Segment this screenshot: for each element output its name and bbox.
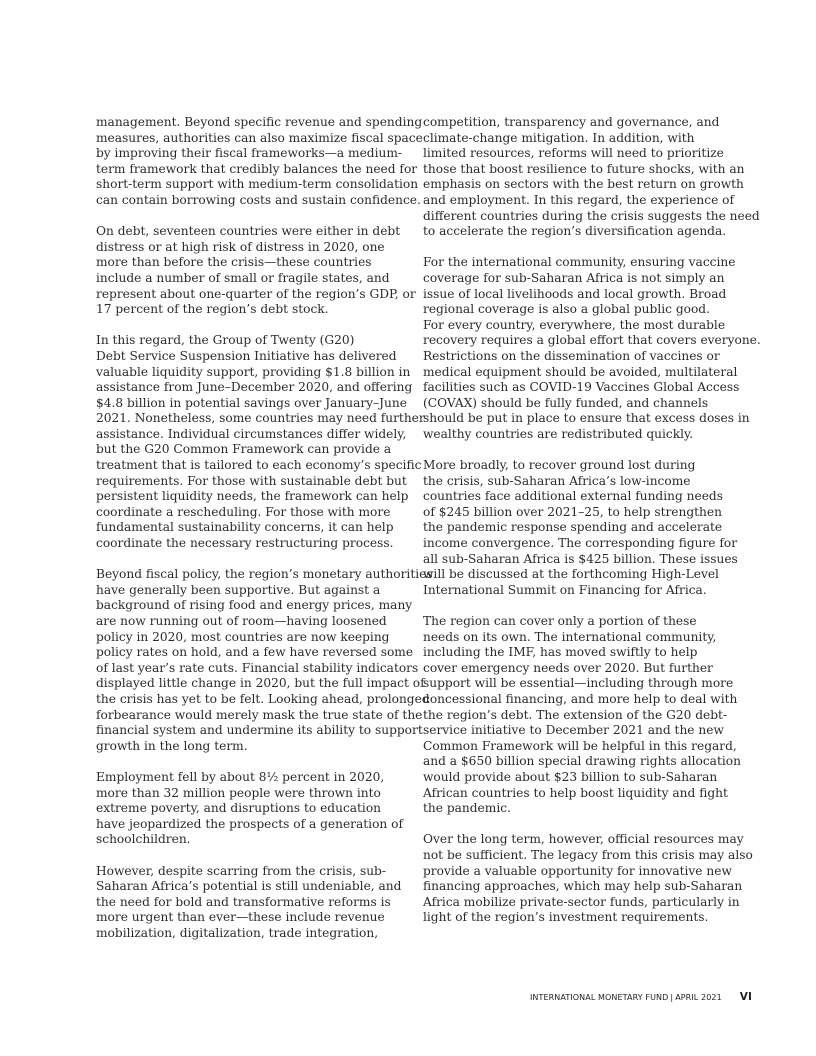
- text-line: $4.8 billion in potential savings over January–June: [96, 395, 407, 410]
- left-column: [96, 115, 433, 957]
- paragraph: [423, 255, 761, 442]
- text-line: financial system and undermine its ability to support: [96, 723, 423, 738]
- text-line: more than before the crisis—these countries: [96, 255, 372, 270]
- text-line: including the IMF, has moved swiftly to help: [423, 645, 698, 660]
- text-line: emphasis on sectors with the best return on growth: [423, 177, 744, 192]
- text-line: coverage for sub-Saharan Africa is not simply an: [423, 270, 725, 285]
- text-line: needs on its own. The international community,: [423, 629, 717, 644]
- paragraph: [96, 224, 416, 318]
- text-line: recovery requires a global effort that covers everyone.: [423, 333, 761, 348]
- text-line: For the international community, ensuring vaccine: [423, 255, 736, 270]
- text-line: countries face additional external funding needs: [423, 489, 723, 504]
- text-line: light of the region’s investment requirements.: [423, 910, 709, 925]
- page-number: VI: [739, 991, 752, 1003]
- text-line: persistent liquidity needs, the framework can help: [96, 489, 409, 504]
- text-line: However, despite scarring from the crisis, sub-: [96, 863, 386, 878]
- text-line: International Summit on Financing for Africa.: [423, 582, 707, 597]
- footer-date: APRIL 2021: [675, 993, 722, 1002]
- text-line: of $245 billion over 2021–25, to help strengthen: [423, 504, 722, 519]
- paragraph: [423, 115, 760, 240]
- text-line: are now running out of room—having loosened: [96, 614, 387, 628]
- text-line: issue of local livelihoods and local growth. Broad: [423, 286, 727, 301]
- text-line: (COVAX) should be fully funded, and channels: [423, 395, 709, 410]
- text-line: represent about one-quarter of the region’s GDP, or: [96, 286, 416, 301]
- text-line: of last year’s rate cuts. Financial stability indicators: [96, 660, 419, 675]
- text-line: limited resources, reforms will need to prioritize: [423, 146, 724, 161]
- text-line: valuable liquidity support, providing $1.8 billion in: [96, 364, 411, 379]
- text-line: Restrictions on the dissemination of vaccines or: [423, 348, 720, 363]
- footer-separator: |: [670, 993, 674, 1002]
- text-line: Common Framework will be helpful in this regard,: [423, 738, 737, 753]
- text-line: support will be essential—including through more: [423, 676, 734, 691]
- text-line: coordinate a rescheduling. For those with more: [96, 504, 391, 519]
- text-line: displayed little change in 2020, but the full impact of: [96, 676, 425, 691]
- paragraph: [96, 863, 402, 942]
- paragraph: [96, 333, 425, 551]
- text-line: have generally been supportive. But against a: [96, 582, 381, 597]
- text-line: Saharan Africa’s potential is still undeniable, and: [96, 879, 402, 894]
- paragraph: [423, 614, 741, 817]
- page-footer: [530, 991, 752, 1003]
- paragraph: [96, 115, 423, 209]
- text-line: more than 32 million people were thrown into: [96, 785, 381, 800]
- text-line: include a number of small or fragile states, and: [96, 270, 390, 285]
- text-line: 17 percent of the region’s debt stock.: [96, 302, 329, 317]
- text-line: medical equipment should be avoided, multilateral: [423, 364, 738, 379]
- text-line: The region can cover only a portion of these: [423, 614, 697, 628]
- text-line: the crisis has yet to be felt. Looking ahead, prolonged: [96, 691, 430, 706]
- text-line: financing approaches, which may help sub-Saharan: [423, 879, 743, 894]
- text-line: the pandemic.: [423, 801, 511, 816]
- text-line: African countries to help boost liquidity and fight: [423, 785, 728, 800]
- text-line: would provide about $23 billion to sub-Saharan: [423, 769, 718, 784]
- text-line: to accelerate the region’s diversification agenda.: [423, 224, 727, 239]
- text-line: all sub-Saharan Africa is $425 billion. These issues: [423, 551, 738, 566]
- text-line: For every country, everywhere, the most durable: [423, 317, 726, 332]
- text-line: regional coverage is also a global public good.: [423, 302, 710, 317]
- text-line: will be discussed at the forthcoming High-Level: [423, 567, 719, 582]
- text-line: different countries during the crisis suggests the need: [423, 208, 760, 223]
- paragraph: [423, 458, 738, 598]
- text-line: not be sufficient. The legacy from this crisis may also: [423, 847, 753, 862]
- text-line: by improving their fiscal frameworks—a medium-: [96, 146, 403, 161]
- text-line: assistance. Individual circumstances differ widely,: [96, 426, 407, 441]
- text-line: mobilization, digitalization, trade integration,: [96, 925, 379, 940]
- right-column: [423, 115, 761, 941]
- text-line: management. Beyond specific revenue and spending: [96, 115, 423, 129]
- text-line: can contain borrowing costs and sustain confidence.: [96, 192, 421, 207]
- text-line: background of rising food and energy prices, many: [96, 598, 413, 613]
- text-line: In this regard, the Group of Twenty (G20): [96, 333, 355, 348]
- text-line: short-term support with medium-term consolidation: [96, 177, 419, 192]
- text-line: the pandemic response spending and accelerate: [423, 520, 723, 535]
- text-line: Africa mobilize private-sector funds, particularly in: [423, 894, 740, 909]
- text-line: service initiative to December 2021 and the new: [423, 723, 724, 738]
- text-line: 2021. Nonetheless, some countries may need further: [96, 411, 425, 426]
- text-line: extreme poverty, and disruptions to education: [96, 801, 382, 816]
- text-line: growth in the long term.: [96, 738, 248, 753]
- text-line: On debt, seventeen countries were either in debt: [96, 224, 401, 239]
- footer-publisher: INTERNATIONAL MONETARY FUND: [529, 993, 669, 1002]
- text-line: climate-change mitigation. In addition, with: [423, 130, 695, 145]
- text-line: schoolchildren.: [96, 832, 191, 847]
- text-line: and a $650 billion special drawing rights allocation: [423, 754, 741, 769]
- text-line: Over the long term, however, official resources may: [423, 832, 744, 847]
- text-line: Debt Service Suspension Initiative has delivered: [96, 348, 397, 363]
- text-line: Beyond fiscal policy, the region’s monetary authorities: [96, 567, 433, 582]
- text-line: the need for bold and transformative reforms is: [96, 894, 391, 909]
- text-line: income convergence. The corresponding figure for: [423, 536, 738, 551]
- paragraph: [423, 832, 753, 926]
- text-line: more urgent than ever—these include revenue: [96, 910, 385, 925]
- text-line: the region’s debt. The extension of the G20 debt-: [423, 707, 728, 722]
- text-line: the crisis, sub-Saharan Africa’s low-income: [423, 473, 691, 488]
- text-line: Employment fell by about 8½ percent in 2020,: [96, 769, 385, 784]
- text-line: term framework that credibly balances the need for: [96, 161, 418, 176]
- text-line: provide a valuable opportunity for innovative new: [423, 863, 732, 878]
- text-line: competition, transparency and governance, and: [423, 115, 720, 129]
- text-line: coordinate the necessary restructuring process.: [96, 536, 394, 551]
- text-line: forbearance would merely mask the true state of the: [96, 707, 423, 722]
- text-line: concessional financing, and more help to deal with: [423, 691, 738, 706]
- text-line: assistance from June–December 2020, and offering: [96, 380, 413, 395]
- text-line: More broadly, to recover ground lost during: [423, 458, 696, 473]
- text-line: should be put in place to ensure that excess doses in: [423, 411, 750, 426]
- text-line: have jeopardized the prospects of a generation of: [96, 816, 403, 831]
- paragraph: [96, 769, 403, 848]
- text-line: facilities such as COVID-19 Vaccines Global Access: [423, 380, 740, 395]
- text-line: fundamental sustainability concerns, it can help: [96, 520, 394, 535]
- text-line: requirements. For those with sustainable debt but: [96, 473, 407, 488]
- text-line: wealthy countries are redistributed quickly.: [423, 426, 694, 441]
- text-line: but the G20 Common Framework can provide a: [96, 442, 392, 457]
- text-line: and employment. In this regard, the experience of: [423, 192, 735, 207]
- text-line: distress or at high risk of distress in 2020, one: [96, 239, 385, 254]
- text-line: policy rates on hold, and a few have reversed some: [96, 645, 414, 660]
- paragraph: [96, 567, 433, 754]
- text-line: measures, authorities can also maximize fiscal space: [96, 130, 423, 145]
- text-line: cover emergency needs over 2020. But further: [423, 660, 713, 675]
- text-line: policy in 2020, most countries are now keeping: [96, 629, 390, 644]
- text-line: treatment that is tailored to each economy’s specific: [96, 458, 422, 473]
- text-line: those that boost resilience to future shocks, with an: [423, 161, 745, 176]
